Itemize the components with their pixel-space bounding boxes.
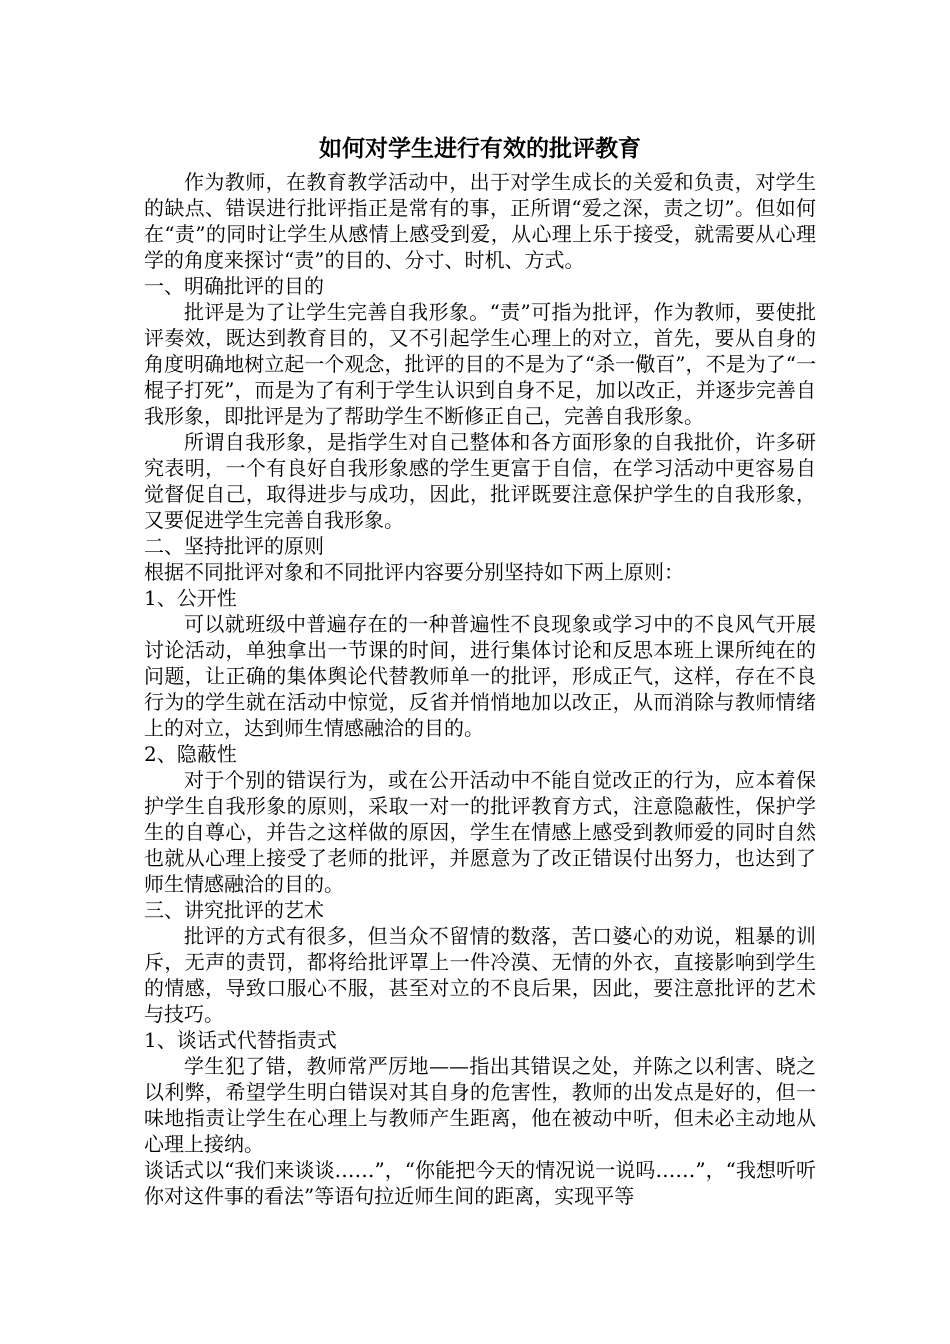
section-heading: 1、谈话式代替指责式 (144, 1028, 337, 1052)
body-paragraph: 批评是为了让学生完善自我形象。“责”可指为批评，作为教师，要使批评奏效，既达到教育目的，又不引起学生心理上的对立，首先，要从自身的角度明确地树立起一个观念，批评的目的不是为了“杀一儆百”，不是为了“一棍子打死”，而是为了有利于学生认识到自身不足，加以改正，并逐步完善自我形象，即批评是为了帮助学生不断修正自己，完善自我形象。 (144, 300, 816, 428)
body-paragraph: 批评的方式有很多，但当众不留情的数落，苦口婆心的劝说，粗暴的训斥，无声的责罚，都将给批评罩上一件冷漠、无情的外衣，直接影响到学生的情感，导致口服心不服，甚至对立的不良后果，因此，要注意批评的艺术与技巧。 (144, 924, 816, 1026)
section-heading: 三、讲究批评的艺术 (144, 898, 324, 922)
section-heading: 二、坚持批评的原则 (144, 534, 324, 558)
body-paragraph: 作为教师，在教育教学活动中，出于对学生成长的关爱和负责，对学生的缺点、错误进行批评指正是常有的事，正所谓“爱之深，责之切”。但如何在“责”的同时让学生从感情上感受到爱，从心理上乐于接受，就需要从心理学的角度来探讨“责”的目的、分寸、时机、方式。 (144, 170, 816, 272)
document-page (144, 132, 816, 1209)
body-paragraph: 所谓自我形象，是指学生对自己整体和各方面形象的自我批价，许多研究表明，一个有良好自我形象感的学生更富于自信，在学习活动中更容易自觉督促自己，取得进步与成功，因此，批评既要注意保护学生的自我形象，又要促进学生完善自我形象。 (144, 430, 816, 532)
section-heading: 一、明确批评的目的 (144, 274, 324, 298)
section-heading: 2、隐蔽性 (144, 742, 237, 766)
section-heading: 根据不同批评对象和不同批评内容要分别坚持如下两上原则： (144, 560, 684, 584)
document-body (144, 169, 816, 1209)
body-paragraph: 可以就班级中普遍存在的一种普遍性不良现象或学习中的不良风气开展讨论活动，单独拿出一节课的时间，进行集体讨论和反思本班上课所纯在的问题，让正确的集体舆论代替教师单一的批评，形成正气，这样，存在不良行为的学生就在活动中惊觉，反省并悄悄地加以改正，从而消除与教师情绪上的对立，达到师生情感融洽的目的。 (144, 612, 816, 740)
body-paragraph: 学生犯了错，教师常严厉地——指出其错误之处，并陈之以利害、晓之以利弊，希望学生明白错误对其自身的危害性，教师的出发点是好的，但一味地指责让学生在心理上与教师产生距离，他在被动中听，但未必主动地从心理上接纳。 (144, 1054, 816, 1156)
body-paragraph: 对于个别的错误行为，或在公开活动中不能自觉改正的行为，应本着保护学生自我形象的原则，采取一对一的批评教育方式，注意隐蔽性，保护学生的自尊心，并告之这样做的原因，学生在情感上感受到教师爱的同时自然也就从心理上接受了老师的批评，并愿意为了改正错误付出努力，也达到了师生情感融洽的目的。 (144, 768, 816, 896)
section-heading: 谈话式以“我们来谈谈……”，“你能把今天的情况说一说吗……”，“我想听听你对这件事的看法”等语句拉近师生间的距离，实现平等 (144, 1158, 816, 1208)
section-heading: 1、公开性 (144, 586, 237, 610)
document-title: 如何对学生进行有效的批评教育 (319, 135, 641, 162)
